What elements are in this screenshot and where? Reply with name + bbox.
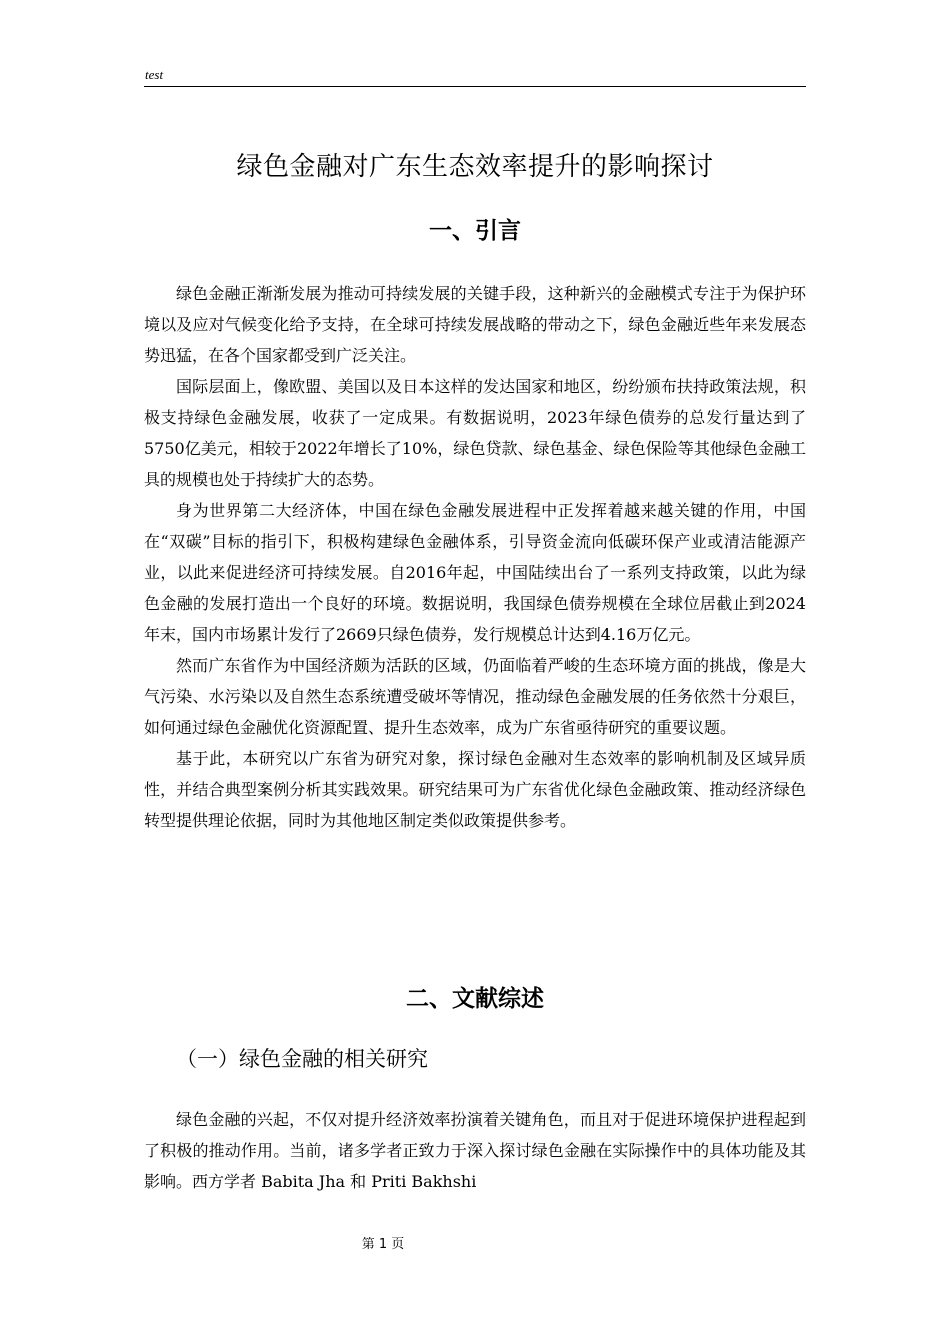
paragraph: 基于此，本研究以广东省为研究对象，探讨绿色金融对生态效率的影响机制及区域异质性，并结合典型案例分析其实践效果。研究结果可为广东省优化绿色金融政策、推动经济绿色转型提供理论依据，同时为其他地区制定类似政策提供参考。 — [144, 749, 806, 830]
paragraph: 绿色金融的兴起，不仅对提升经济效率扮演着关键角色，而且对于促进环境保护进程起到了积极的推动作用。当前，诸多学者正致力于深入探讨绿色金融在实际操作中的具体功能及其影响。西方学者 Babita Jha 和 Priti Bakhshi — [144, 1110, 806, 1191]
paragraph: 身为世界第二大经济体，中国在绿色金融发展进程中正发挥着越来越关键的作用，中国在“双碳”目标的指引下，积极构建绿色金融体系，引导资金流向低碳环保产业或清洁能源产业，以此来促进经济可持续发展。自2016年起，中国陆续出台了一系列支持政策，以此为绿色金融的发展打造出一个良好的环境。数据说明，我国绿色债券规模在全球位居截止到2024年末，国内市场累计发行了2669只绿色债券，发行规模总计达到4.16万亿元。 — [144, 501, 806, 644]
section-heading-literature-review: 二、文献综述 — [406, 986, 544, 1012]
subsection-heading: （一）绿色金融的相关研究 — [176, 1047, 428, 1071]
literature-body — [144, 1104, 806, 1197]
running-header: test — [145, 67, 164, 82]
paragraph: 然而广东省作为中国经济颇为活跃的区域，仍面临着严峻的生态环境方面的挑战，像是大气污染、水污染以及自然生态系统遭受破坏等情况，推动绿色金融发展的任务依然十分艰巨，如何通过绿色金融优化资源配置、提升生态效率，成为广东省亟待研究的重要议题。 — [144, 656, 806, 737]
paragraph: 国际层面上，像欧盟、美国以及日本这样的发达国家和地区，纷纷颁布扶持政策法规，积极支持绿色金融发展，收获了一定成果。有数据说明，2023年绿色债券的总发行量达到了5750亿美元，相较于2022年增长了10%，绿色贷款、绿色基金、绿色保险等其他绿色金融工具的规模也处于持续扩大的态势。 — [144, 377, 806, 489]
page-number: 第 1 页 — [361, 1237, 405, 1252]
header-rule — [144, 86, 806, 87]
section-heading-introduction: 一、引言 — [429, 218, 521, 244]
paragraph: 绿色金融正渐渐发展为推动可持续发展的关键手段，这种新兴的金融模式专注于为保护环境以及应对气候变化给予支持，在全球可持续发展战略的带动之下，绿色金融近些年来发展态势迅猛，在各个国家都受到广泛关注。 — [144, 284, 806, 365]
introduction-body — [144, 278, 806, 836]
document-title: 绿色金融对广东生态效率提升的影响探讨 — [236, 152, 714, 182]
